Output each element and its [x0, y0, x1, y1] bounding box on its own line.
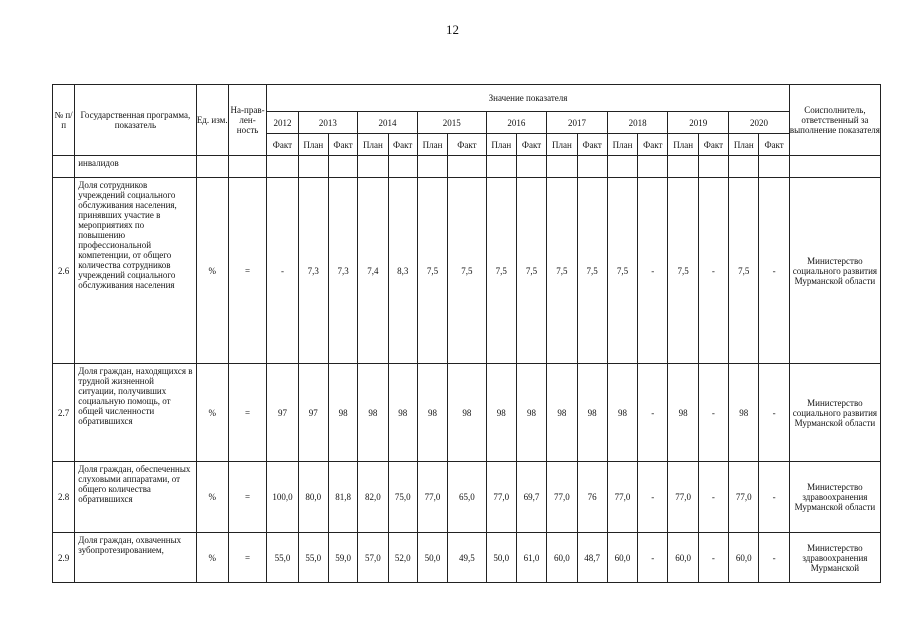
direction-cell: = [228, 533, 266, 583]
value-cell: 59,0 [328, 533, 357, 583]
value-cell: 60,0 [607, 533, 637, 583]
value-cell: 55,0 [298, 533, 328, 583]
value-cell: - [638, 178, 668, 364]
row-number: 2.7 [53, 364, 75, 462]
plan-header: План [486, 134, 516, 156]
value-cell: - [638, 364, 668, 462]
value-cell: 60,0 [729, 533, 759, 583]
indicator-name: Доля граждан, обеспеченных слуховыми аппаратами, от общего количества обратившихся [75, 462, 196, 533]
value-cell: 49,5 [448, 533, 486, 583]
indicator-name: Доля сотрудников учреждений социального обслуживания населения, принявших участие в мероприятиях по повышению профессиональной компетенции, от общего количества сотрудников учреждений социального обслуживания населения [75, 178, 196, 364]
value-cell: 7,5 [607, 178, 637, 364]
year-header: 2018 [607, 112, 668, 134]
year-header: 2019 [668, 112, 729, 134]
value-cell: - [638, 533, 668, 583]
fact-header: Факт [267, 134, 298, 156]
page-number: 12 [446, 22, 459, 37]
value-cell: 7,5 [547, 178, 577, 364]
row-number: 2.8 [53, 462, 75, 533]
row-number: 2.6 [53, 178, 75, 364]
value-cell: - [267, 178, 298, 364]
value-cell: 60,0 [668, 533, 698, 583]
table-row [53, 178, 881, 364]
value-cell: 7,5 [729, 178, 759, 364]
responsible-cell: Министерство здравоохранения Мурманской области [789, 462, 880, 533]
year-header: 2015 [417, 112, 486, 134]
value-cell: 8,3 [388, 178, 417, 364]
value-cell: - [759, 364, 789, 462]
responsible-cell: Министерство социального развития Мурманской области [789, 178, 880, 364]
header-unit: Ед. изм. [196, 85, 228, 156]
value-cell: - [759, 178, 789, 364]
value-cell: 7,5 [486, 178, 516, 364]
year-header: 2013 [298, 112, 358, 134]
year-header: 2016 [486, 112, 547, 134]
direction-cell: = [228, 178, 266, 364]
year-header: 2017 [547, 112, 608, 134]
value-cell: 7,5 [668, 178, 698, 364]
header-value-group: Значение показателя [267, 85, 790, 112]
row-number: 2.9 [53, 533, 75, 583]
value-cell: 76 [577, 462, 607, 533]
fact-header: Факт [516, 134, 546, 156]
responsible-cell: Министерство здравоохранения Мурманской [789, 533, 880, 583]
value-cell: 77,0 [486, 462, 516, 533]
value-cell: - [638, 462, 668, 533]
value-cell: 82,0 [358, 462, 388, 533]
fact-header: Факт [448, 134, 486, 156]
plan-header: План [729, 134, 759, 156]
value-cell: 98 [607, 364, 637, 462]
fact-header: Факт [759, 134, 789, 156]
value-cell: 48,7 [577, 533, 607, 583]
value-cell: 98 [448, 364, 486, 462]
value-cell: 98 [668, 364, 698, 462]
value-cell: 61,0 [516, 533, 546, 583]
value-cell: 75,0 [388, 462, 417, 533]
value-cell: 98 [729, 364, 759, 462]
plan-header: План [668, 134, 698, 156]
value-cell: 50,0 [417, 533, 447, 583]
value-cell: 69,7 [516, 462, 546, 533]
value-cell: 50,0 [486, 533, 516, 583]
direction-cell: = [228, 462, 266, 533]
fact-header: Факт [388, 134, 417, 156]
value-cell: 7,5 [448, 178, 486, 364]
year-header: 2012 [267, 112, 298, 134]
value-cell: - [759, 462, 789, 533]
continuation-row [53, 156, 881, 178]
plan-header: План [607, 134, 637, 156]
plan-header: План [298, 134, 328, 156]
header-num: № п/п [53, 85, 75, 156]
indicator-name: Доля граждан, находящихся в трудной жизненной ситуации, получивших социальную помощь, от общей численности обратившихся [75, 364, 196, 462]
responsible-cell: Министерство социального развития Мурманской области [789, 364, 880, 462]
value-cell: 98 [486, 364, 516, 462]
table-row [53, 364, 881, 462]
year-header: 2020 [729, 112, 790, 134]
value-cell: - [698, 364, 728, 462]
value-cell: - [698, 533, 728, 583]
value-cell: 98 [328, 364, 357, 462]
unit-cell: % [196, 533, 228, 583]
unit-cell: % [196, 178, 228, 364]
fact-header: Факт [638, 134, 668, 156]
value-cell: 100,0 [267, 462, 298, 533]
year-header: 2014 [358, 112, 418, 134]
fact-header: Факт [698, 134, 728, 156]
value-cell: 65,0 [448, 462, 486, 533]
fact-header: Факт [577, 134, 607, 156]
value-cell: 80,0 [298, 462, 328, 533]
value-cell: 97 [298, 364, 328, 462]
value-cell: 77,0 [547, 462, 577, 533]
value-cell: - [698, 462, 728, 533]
value-cell: 77,0 [729, 462, 759, 533]
value-cell: 81,8 [328, 462, 357, 533]
value-cell: 52,0 [388, 533, 417, 583]
value-cell: 98 [358, 364, 388, 462]
value-cell: 77,0 [607, 462, 637, 533]
value-cell: 98 [388, 364, 417, 462]
table-row [53, 533, 881, 583]
header-program: Государственная программа, показатель [75, 85, 196, 156]
value-cell: 98 [547, 364, 577, 462]
value-cell: 7,5 [417, 178, 447, 364]
value-cell: 55,0 [267, 533, 298, 583]
plan-header: План [358, 134, 388, 156]
value-cell: 98 [417, 364, 447, 462]
table-row [53, 462, 881, 533]
continuation-text: инвалидов [75, 156, 196, 178]
value-cell: 7,5 [516, 178, 546, 364]
unit-cell: % [196, 462, 228, 533]
value-cell: 7,3 [298, 178, 328, 364]
plan-header: План [547, 134, 577, 156]
value-cell: 7,5 [577, 178, 607, 364]
value-cell: 60,0 [547, 533, 577, 583]
value-cell: 57,0 [358, 533, 388, 583]
value-cell: - [759, 533, 789, 583]
value-cell: 7,3 [328, 178, 357, 364]
value-cell: 98 [516, 364, 546, 462]
unit-cell: % [196, 364, 228, 462]
indicator-table [52, 84, 881, 583]
value-cell: - [698, 178, 728, 364]
value-cell: 7,4 [358, 178, 388, 364]
value-cell: 77,0 [417, 462, 447, 533]
value-cell: 77,0 [668, 462, 698, 533]
plan-header: План [417, 134, 447, 156]
header-responsible: Соисполнитель, ответственный за выполнение показателя [789, 85, 880, 156]
value-cell: 98 [577, 364, 607, 462]
fact-header: Факт [328, 134, 357, 156]
value-cell: 97 [267, 364, 298, 462]
direction-cell: = [228, 364, 266, 462]
header-direction: На-прав-лен-ность [228, 85, 266, 156]
indicator-name: Доля граждан, охваченных зубопротезированием, [75, 533, 196, 583]
